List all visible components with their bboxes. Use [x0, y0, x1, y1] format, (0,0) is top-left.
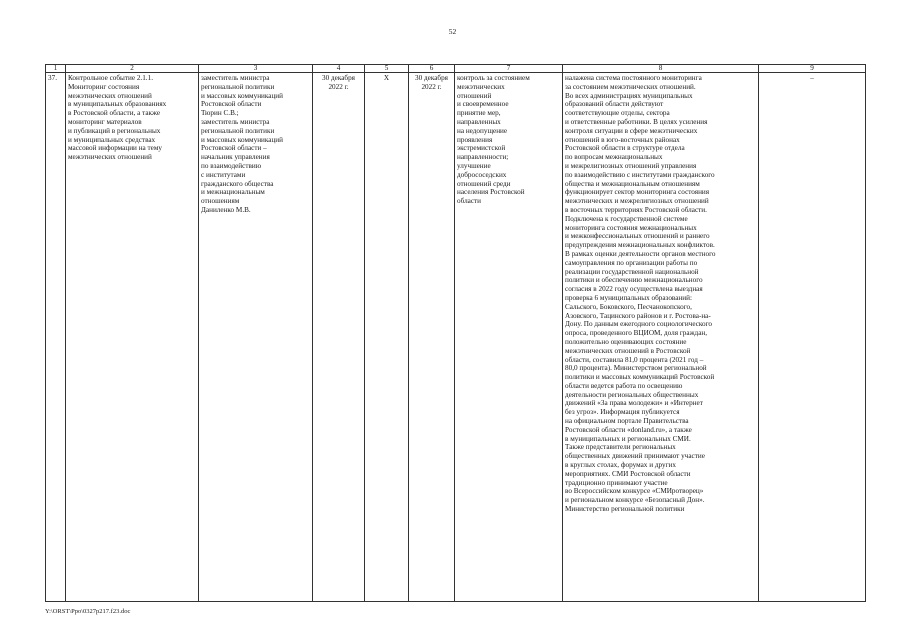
file-path-footer: Y:\ORST\Ppo\0327p217.f23.doc — [45, 608, 131, 615]
column-5-cell: X — [365, 73, 409, 602]
info-cell: налажена система постоянного мониторинга за состоянием межэтнических отношений. Во всех администрациях муниципальных образований области действуют соответствующие отделы, сектора и ответственные работники. В целях усиления контроля ситуации в сфере межэтнических отношений в юго-восточных районах Ростовской области в структуре отдела по вопросам межнациональных и межрелигиозных отношений управления по взаимодействию с институтами гражданского общества и межнациональным отношениям функционирует сектор мониторинга состояния межэтнических и межрелигиозных отношений в восточных территориях Ростовской области. Подключена к государственной системе мониторинга состояния межнациональных и межконфессиональных отношений и раннего предупреждения межнациональных конфликтов. В рамках оценки деятельности органов местного самоуправления по организации работы по реализации государственной национальной политики и обеспечению межнационального согласия в 2022 году осуществлена выездная проверка 6 муниципальных образований: Сальского, Боковского, Песчанокопского, Азовского, Тацинского районов и г. Ростова-на- Дону. По данным ежегодного социологического опроса, проведенного ВЦИОМ, доля граждан, положительно оценивающих состояние межэтнических отношений в Ростовской области, составила 81,0 процента (2021 год – 80,0 процента). Министерством региональной политики и массовых коммуникаций Ростовской области ведется работа по освещению деятельности региональных общественных движений «За права молодежи» и «Интернет без угроз». Информация публикуется на официальном портале Правительства Ростовской области «donland.ru», а также в муниципальных и региональных СМИ. Также представители региональных общественных движений принимают участие в круглых столах, форумах и других мероприятиях. СМИ Ростовской области традиционно принимают участие во Всероссийском конкурсе «СМИротворец» и региональном конкурсе «Безопасный Дон». Министерство региональной политики — [563, 73, 759, 602]
planned-date-cell: 30 декабря 2022 г. — [313, 73, 365, 602]
column-number: 7 — [455, 65, 563, 73]
column-number: 8 — [563, 65, 759, 73]
column-number: 9 — [759, 65, 866, 73]
responsible-cell: заместитель министра региональной политики и массовых коммуникаций Ростовской области Тюрин С.В.; заместитель министра региональной политики и массовых коммуникаций Ростовской области – начальник управления по взаимодействию с институтами гражданского общества и межнациональным отношениям Даниленко М.В. — [199, 73, 313, 602]
result-cell: контроль за состоянием межэтнических отношений и своевременное принятие мер, направленных на недопущение проявления экстремистской направленности; улучшение добрососедских отношений среди населения Ростовской области — [455, 73, 563, 602]
column-number: 6 — [409, 65, 455, 73]
column-number: 2 — [66, 65, 199, 73]
page-number: 52 — [448, 27, 457, 36]
report-table — [45, 64, 866, 602]
event-cell: Контрольное событие 2.1.1. Мониторинг состояния межэтнических отношений в муниципальных образованиях в Ростовской области, а также мониторинг материалов и публикаций в региональных и муниципальных средствах массовой информации на тему межэтнических отношений — [66, 73, 199, 602]
column-number: 4 — [313, 65, 365, 73]
column-9-cell: – — [759, 73, 866, 602]
column-number-row — [46, 65, 866, 73]
actual-date-cell: 30 декабря 2022 г. — [409, 73, 455, 602]
column-number: 1 — [46, 65, 66, 73]
column-number: 5 — [365, 65, 409, 73]
column-number: 3 — [199, 65, 313, 73]
row-index: 37. — [46, 73, 66, 602]
table-row — [46, 73, 866, 602]
